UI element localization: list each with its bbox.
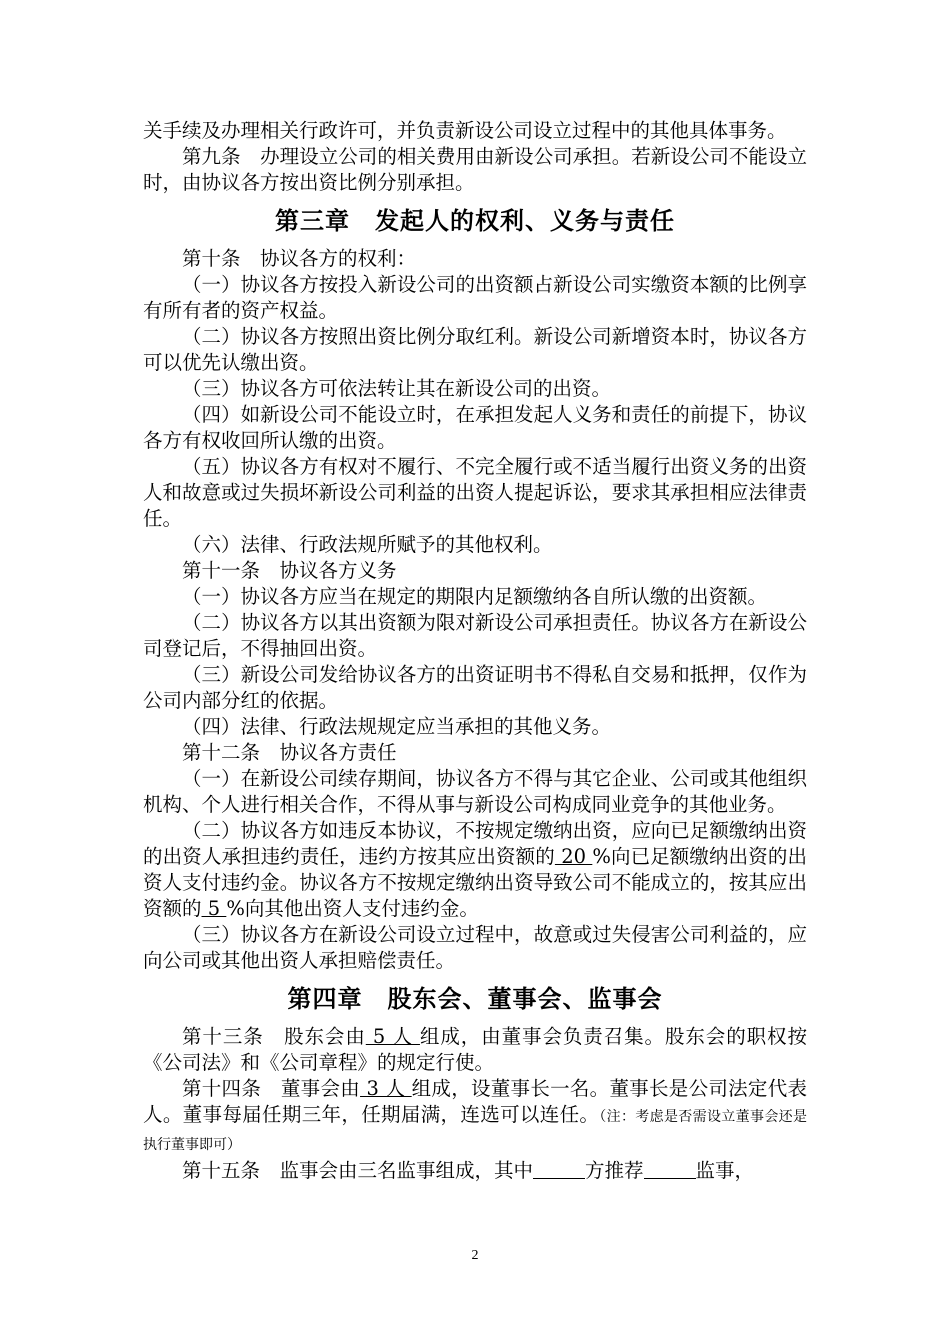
article-12: 第十二条 协议各方责任 [182, 741, 397, 764]
article-11-item-1: （一）协议各方应当在规定的期限内足额缴纳各自所认缴的出资额。 [182, 585, 768, 608]
article-10-item-3: （三）协议各方可依法转让其在新设公司的出资。 [182, 377, 612, 400]
article-12-item-1: （一）在新设公司续存期间，协议各方不得与其它企业、公司或其他组织机构、个人进行相关合作，不得从事与新设公司构成同业竞争的其他业务。 [143, 767, 807, 816]
article-11-item-3: （三）新设公司发给协议各方的出资证明书不得私自交易和抵押，仅作为公司内部分红的依据。 [143, 663, 807, 712]
article-10-item-2: （二）协议各方按照出资比例分取红利。新设公司新增资本时，协议各方可以优先认缴出资。 [143, 325, 807, 374]
article-10-item-1: （一）协议各方按投入新设公司的出资额占新设公司实缴资本额的比例享有所有者的资产权益。 [143, 273, 807, 322]
article-15 [143, 1158, 807, 1184]
article-15-text-b: 方推荐 [585, 1159, 644, 1182]
article-10-item-4: （四）如新设公司不能设立时，在承担发起人义务和责任的前提下，协议各方有权收回所认缴的出资。 [143, 403, 807, 452]
article-14-text-a: 第十四条 董事会由 [182, 1077, 361, 1100]
article-14-note: （注：考虑是否需设立董事会还是执行董事即可） [143, 1109, 807, 1153]
article-14-text-b: 组成，设董事长一名。董事长是公司法定代表人。董事每届任期三年，任期届满，连选可以连任。 [143, 1077, 807, 1126]
chapter-3-heading: 第三章 发起人的权利、义务与责任 [275, 207, 675, 235]
penalty-rate-2: 5 [201, 897, 227, 920]
document-body [143, 118, 807, 1184]
article-11-item-4: （四）法律、行政法规规定应当承担的其他义务。 [182, 715, 612, 738]
penalty-text-3: %向其他出资人支付违约金。 [226, 897, 479, 920]
article-10-item-5: （五）协议各方有权对不履行、不完全履行或不适当履行出资义务的出资人和故意或过失损坏新设公司利益的出资人提起诉讼，要求其承担相应法律责任。 [143, 455, 807, 530]
article-10: 第十条 协议各方的权利： [182, 247, 417, 270]
blank-field-supervisor[interactable] [644, 1160, 696, 1179]
page-number: 2 [471, 1248, 479, 1263]
paragraph-continuation: 关手续及办理相关行政许可，并负责新设公司设立过程中的其他具体事务。 [143, 119, 787, 142]
director-count: 3 人 [360, 1077, 412, 1100]
article-13 [143, 1024, 807, 1076]
blank-field-party[interactable] [533, 1160, 585, 1179]
article-10-item-6: （六）法律、行政法规所赋予的其他权利。 [182, 533, 553, 556]
article-13-text-b: 组成，由董事会负责召集。股东会的职权按《公司法》和《公司章程》的规定行使。 [143, 1025, 807, 1074]
penalty-rate-1: 20 [554, 845, 593, 868]
shareholder-count: 5 人 [365, 1025, 420, 1048]
article-12-item-3: （三）协议各方在新设公司设立过程中，故意或过失侵害公司利益的，应向公司或其他出资人承担赔偿责任。 [143, 923, 807, 972]
article-11-item-2: （二）协议各方以其出资额为限对新设公司承担责任。协议各方在新设公司登记后，不得抽回出资。 [143, 611, 807, 660]
chapter-4-heading: 第四章 股东会、董事会、监事会 [287, 985, 663, 1013]
article-15-text-a: 第十五条 监事会由三名监事组成，其中 [182, 1159, 534, 1182]
penalty-text-2: %向已足额缴纳出资的出资人支付违约金。协议各方不按规定缴纳出资导致公司不能成立的，按其应出资额的 [143, 845, 807, 920]
article-12-item-2 [143, 818, 807, 922]
article-9: 第九条 办理设立公司的相关费用由新设公司承担。若新设公司不能设立时，由协议各方按出资比例分别承担。 [143, 145, 807, 194]
article-15-text-c: 监事， [695, 1159, 755, 1182]
penalty-text-1: （二）协议各方如违反本协议，不按规定缴纳出资，应向已足额缴纳出资的出资人承担违约责任，违约方按其应出资额的 [143, 819, 807, 868]
article-13-text-a: 第十三条 股东会由 [182, 1025, 366, 1048]
article-14 [143, 1076, 807, 1158]
article-11: 第十一条 协议各方义务 [182, 559, 397, 582]
